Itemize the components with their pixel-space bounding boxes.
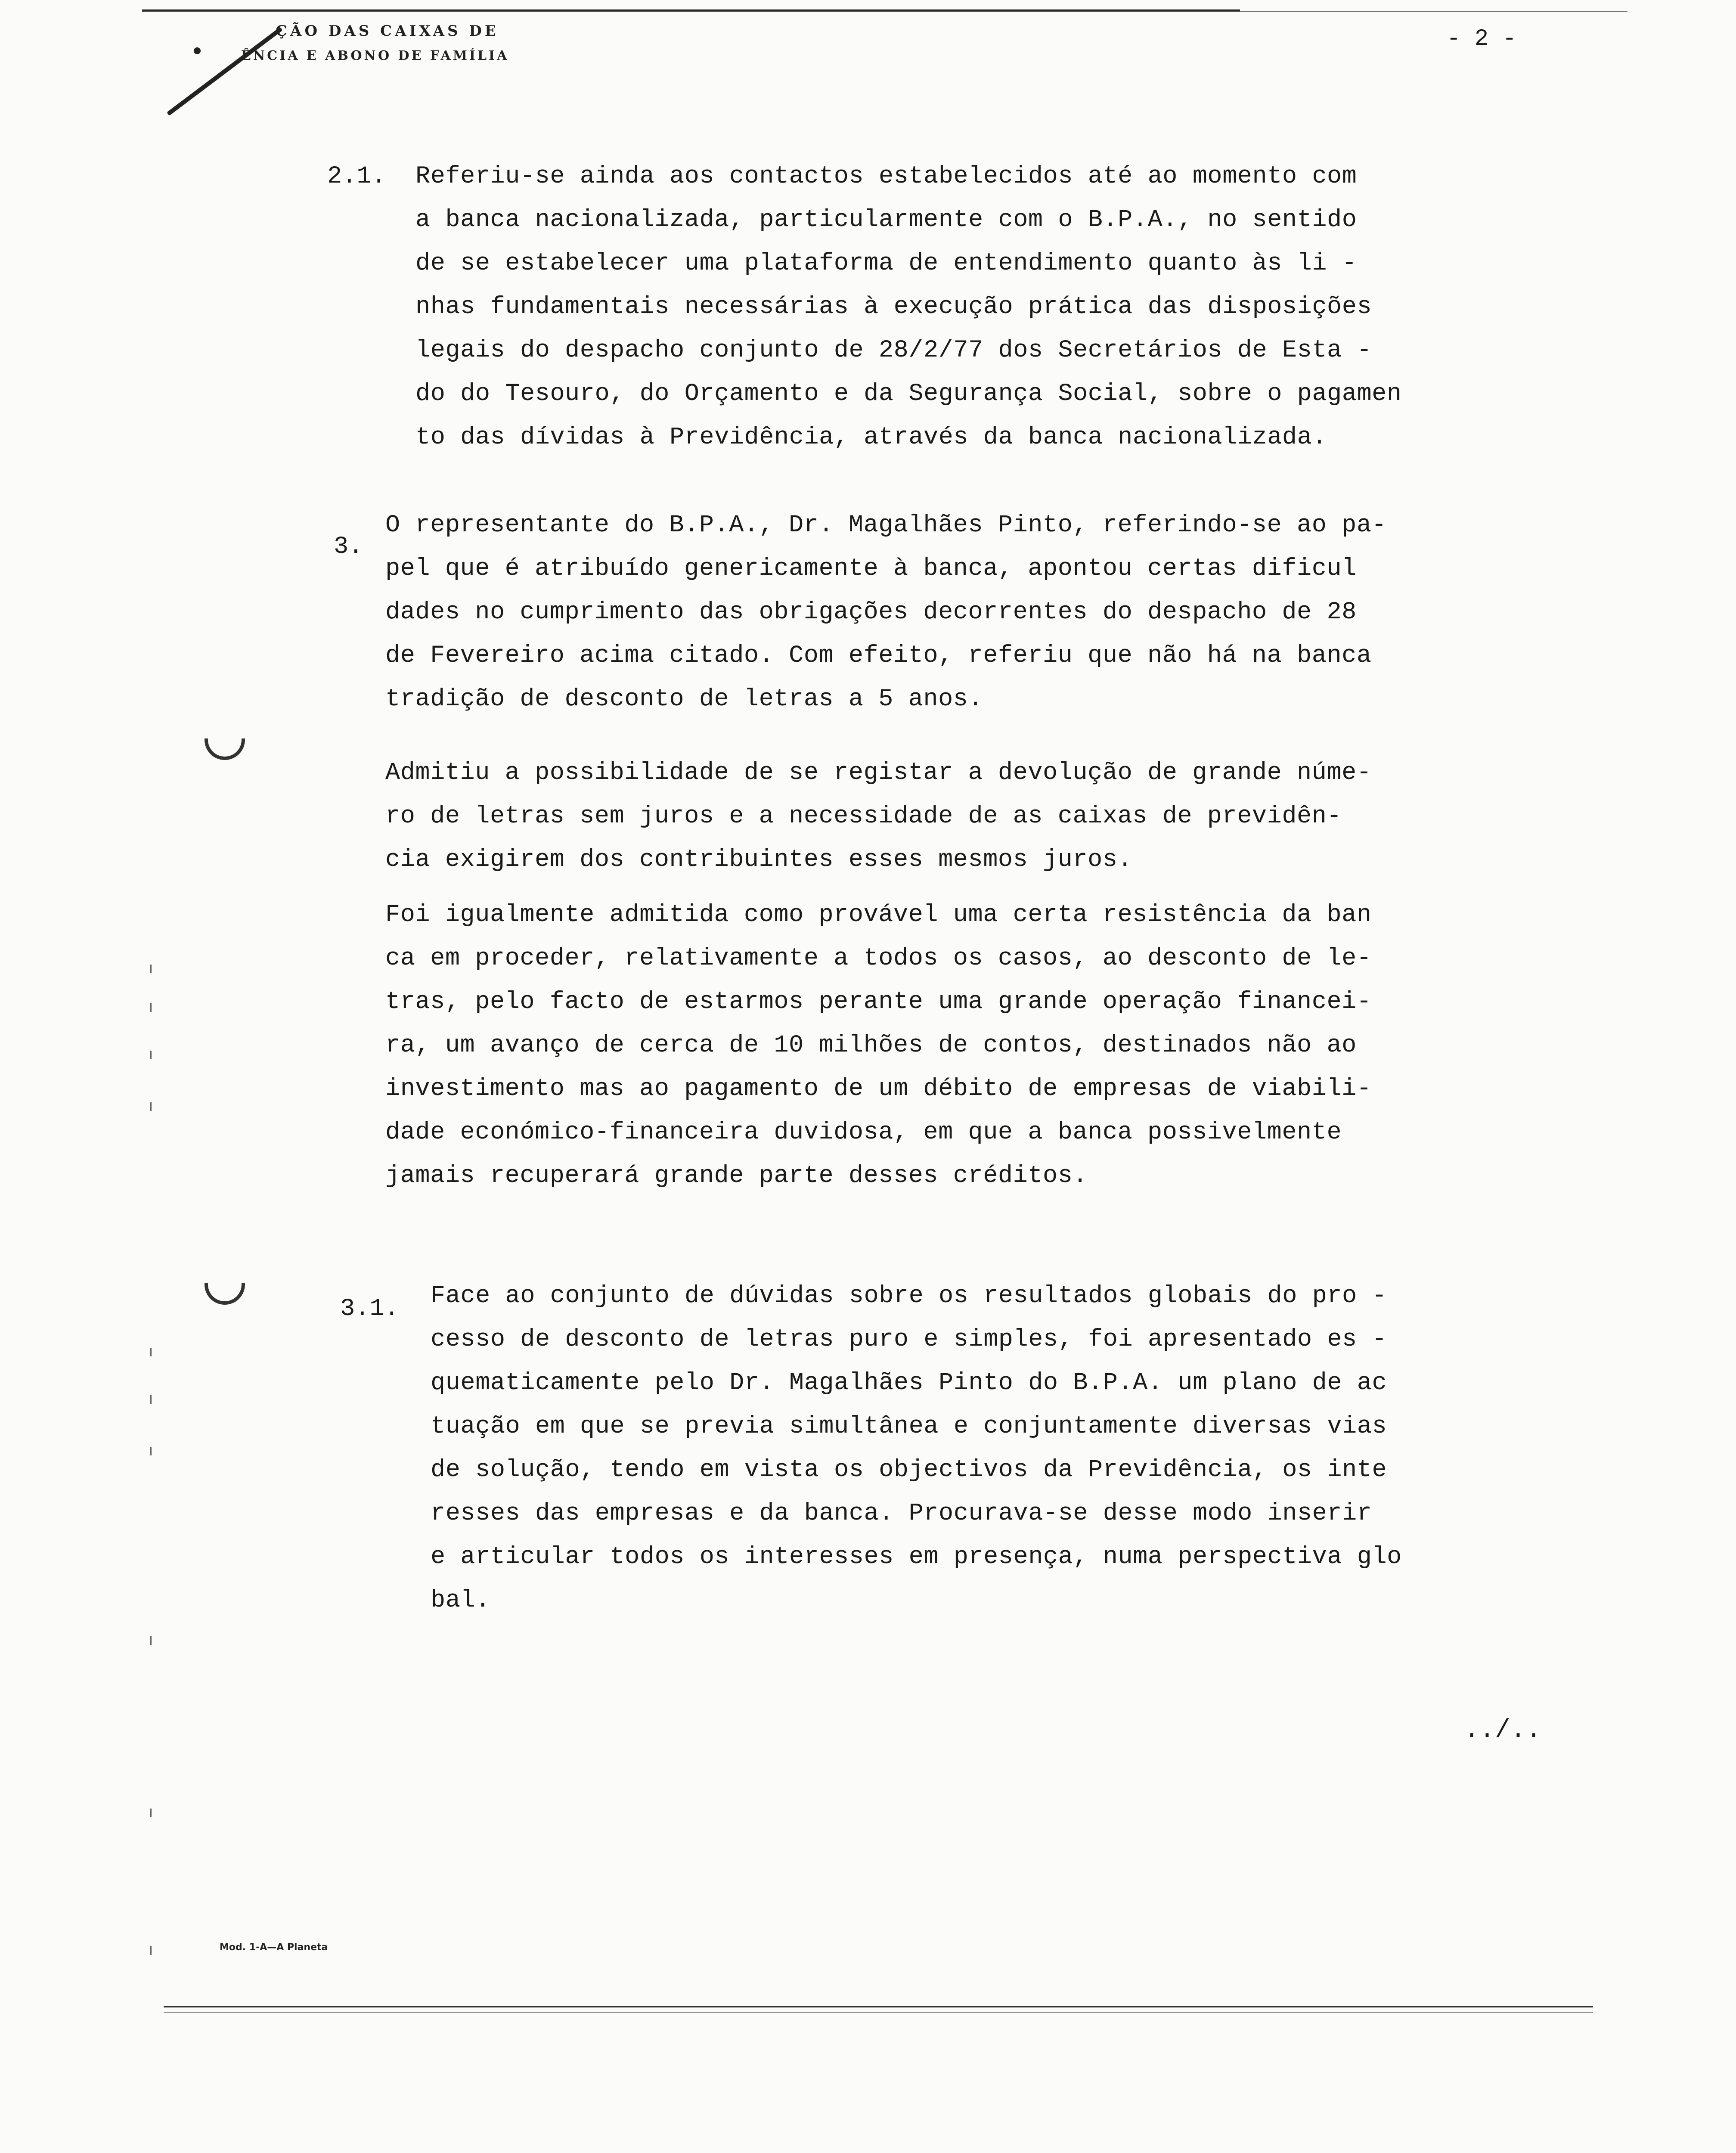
text-line: dade económico-financeira duvidosa, em que a banca possivelmente [385, 1119, 1342, 1146]
margin-mark [150, 1636, 152, 1645]
text-line: do do Tesouro, do Orçamento e da Segurança Social, sobre o pagamen [415, 380, 1402, 408]
text-line: e articular todos os interesses em presença, numa perspectiva glo [431, 1543, 1402, 1571]
letterhead-line-1: ÇÃO DAS CAIXAS DE [276, 22, 499, 40]
paragraph-3 [385, 504, 1386, 721]
bottom-rule-thin [164, 2012, 1593, 2013]
paragraph-2-1 [415, 155, 1402, 459]
text-line: legais do despacho conjunto de 28/2/77 dos Secretários de Esta - [415, 337, 1372, 364]
text-line: de Fevereiro acima citado. Com efeito, referiu que não há na banca [385, 642, 1372, 670]
text-line: Face ao conjunto de dúvidas sobre os resultados globais do pro - [431, 1282, 1387, 1310]
punch-hole-mark [205, 1283, 245, 1305]
paragraph-3-admitiu [385, 751, 1372, 882]
letterhead-line-2: ÊNCIA E ABONO DE FAMÍLIA [241, 48, 509, 63]
margin-mark [150, 1348, 152, 1356]
text-line: Foi igualmente admitida como provável uma certa resistência da ban [385, 901, 1372, 929]
bottom-rule [164, 2006, 1593, 2007]
text-line: resses das empresas e da banca. Procurava-se desse modo inserir [431, 1500, 1372, 1527]
margin-mark [150, 1447, 152, 1455]
margin-mark [150, 1051, 152, 1059]
text-line: ro de letras sem juros e a necessidade de as caixas de previdên- [385, 803, 1342, 830]
text-line: cesso de desconto de letras puro e simples, foi apresentado es - [431, 1326, 1387, 1353]
text-line: dades no cumprimento das obrigações decorrentes do despacho de 28 [385, 599, 1357, 626]
margin-mark [150, 1102, 152, 1111]
text-line: quematicamente pelo Dr. Magalhães Pinto do B.P.A. um plano de ac [431, 1369, 1387, 1397]
paragraph-3-foi-igualmente [385, 893, 1372, 1198]
header-swoosh [167, 27, 283, 116]
text-line: tradição de desconto de letras a 5 anos. [385, 686, 983, 713]
header-bullet [194, 47, 201, 54]
text-line: jamais recuperará grande parte desses créditos. [385, 1162, 1088, 1190]
margin-mark [150, 1395, 152, 1404]
text-line: ca em proceder, relativamente a todos os casos, ao desconto de le- [385, 945, 1372, 972]
paragraph-number: 2.1. [327, 163, 386, 190]
margin-mark [150, 1003, 152, 1012]
text-line: cia exigirem dos contribuintes esses mesmos juros. [385, 846, 1133, 874]
text-line: investimento mas ao pagamento de um débito de empresas de viabili- [385, 1075, 1372, 1103]
text-line: bal. [431, 1587, 490, 1614]
margin-mark [150, 1809, 152, 1817]
text-line: to das dívidas à Previdência, através da banca nacionalizada. [415, 424, 1327, 451]
margin-mark [150, 965, 152, 973]
text-line: de se estabelecer uma plataforma de entendimento quanto às li - [415, 250, 1357, 277]
form-model-label: Mod. 1-A—A Planeta [220, 1942, 328, 1953]
punch-hole-mark [205, 738, 245, 760]
text-line: tuação em que se previa simultânea e conjuntamente diversas vias [431, 1413, 1387, 1440]
paragraph-number: 3.1. [340, 1295, 399, 1323]
page-number: - 2 - [1447, 26, 1517, 52]
text-line: ra, um avanço de cerca de 10 milhões de contos, destinados não ao [385, 1032, 1357, 1059]
text-line: a banca nacionalizada, particularmente com o B.P.A., no sentido [415, 206, 1357, 234]
text-line: de solução, tendo em vista os objectivos da Previdência, os inte [431, 1456, 1387, 1484]
text-line: Admitiu a possibilidade de se registar a devolução de grande núme- [385, 759, 1372, 787]
margin-mark [150, 1946, 152, 1955]
text-line: tras, pelo facto de estarmos perante uma grande operação financei- [385, 988, 1372, 1016]
paragraph-number: 3. [334, 533, 363, 561]
paragraph-3-1 [431, 1275, 1402, 1623]
text-line: O representante do B.P.A., Dr. Magalhães Pinto, referindo-se ao pa- [385, 512, 1387, 539]
text-line: Referiu-se ainda aos contactos estabelecidos até ao momento com [415, 163, 1357, 190]
continuation-mark: ../.. [1464, 1716, 1542, 1745]
top-rule [142, 9, 1240, 12]
top-rule-extension [1240, 11, 1628, 12]
text-line: pel que é atribuído genericamente à banca, apontou certas dificul [385, 555, 1357, 583]
text-line: nhas fundamentais necessárias à execução prática das disposições [415, 293, 1372, 321]
